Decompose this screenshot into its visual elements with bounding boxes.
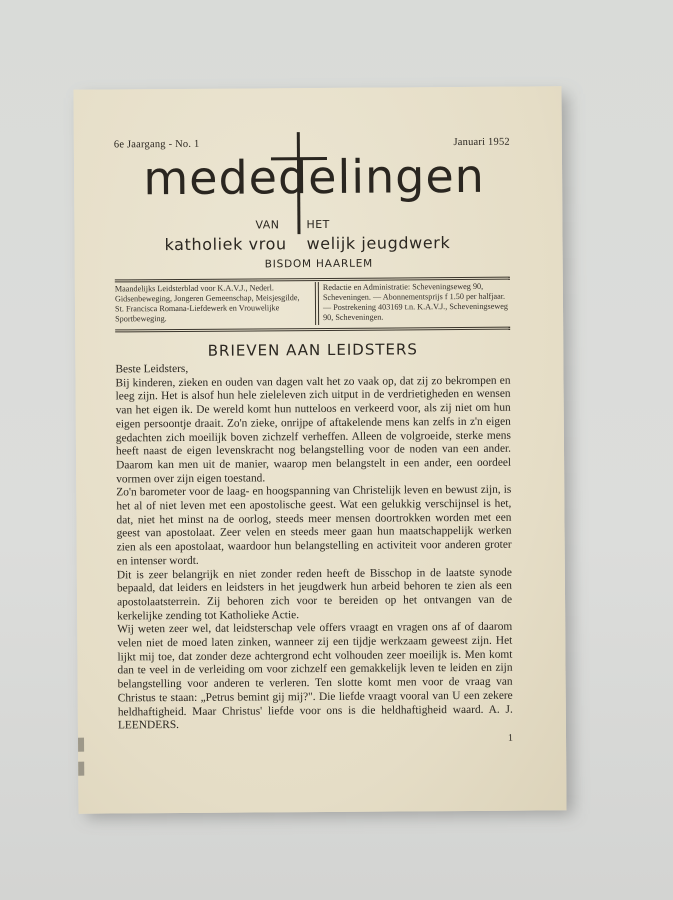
masthead-title: mededelingen bbox=[143, 148, 486, 206]
diocese-label: BISDOM HAARLEM bbox=[264, 257, 374, 271]
article-title: BRIEVEN AAN LEIDSTERS bbox=[207, 340, 418, 360]
publication-description: Maandelijks Leidsterblad voor K.A.V.J., Nederl. Gidsenbeweging, Jongeren Gemeenschap, Meisjesgilde, St. Francisca Romana-Liefdewerk en Vrouwelijke Sportbeweging. bbox=[114, 283, 300, 324]
paragraph: Zo'n barometer voor de laag- en hoogspanning van Christelijk leven en bewust zijn, is het al of niet leven met een apostolische geest. Wat een gelukkig verschijnsel is het, dat, niet het minst na de oorlog, steeds meer mensen doortrokken worden met een geest van apostolaat. Zeer velen en steeds meer gaan hun maatschappelijk werken zien als een apostolaat, waardoor hun belangstelling en activiteit voor anderen groter en intenser wordt. bbox=[116, 483, 512, 568]
editorial-address: Redactie en Administratie: Scheveningseweg 90, Scheveningen. — Abonnementsprijs f 1.50 per halfjaar. — Postrekening 403169 t.n. K.A.V.J., Scheveningseweg 90, Scheveningen. bbox=[322, 281, 509, 322]
greeting: Beste Leidsters, bbox=[115, 362, 189, 376]
column-separator bbox=[318, 282, 319, 325]
paragraph: Bij kinderen, zieken en ouden van dagen valt het zo vaak op, dat zij zo bekrompen en leeg zijn. Het is alsof hun hele zieleleven zich uitput in de verdrietigheden en wensen van het eigen ik. De wereld komt hun nutteloos en verkeerd voor, als zij niet om hun eigen persoontje draait. Zo'n zieke, onrijpe of aftakelende mens kan zelfs in z'n eigen gedachten zich moeilijk boven zichzelf verheffen. Alleen de volgroeide, sterke mens heeft naast de eigen levenskracht nog belangstelling voor de noden van een ander. Daarom kan men uit de manier, waarop men belangstelt in een ander, een oordeel vormen over zijn eigen toestand. bbox=[115, 374, 512, 486]
paragraph: Wij weten zeer wel, dat leidsterschap vele offers vraagt en vragen ons af of daarom velen niet de moed laten zinken, wanneer zij een tijdje werkzaam geweest zijn. Het lijkt mij toe, dat zonder deze achtergrond echt volhouden zeer moeilijk is. Men komt dan te veel in de verleiding om voor zichzelf een gemakkelijk leven te leiden en zijn belangstelling voor anderen te verleren. Ten slotte komt men voor de vraag van Christus te staan: „Petrus bemint gij mij?". Die liefde vraagt vooral van U een zekere heldhaftigheid. Maar Christus' liefde voor ons is die heldhaftigheid waard. A. J. LEENDERS. bbox=[117, 621, 513, 732]
subtitle-van: VAN bbox=[255, 218, 280, 232]
organisation-name-right: welijk jeugdwerk bbox=[306, 233, 451, 254]
subtitle-het: HET bbox=[306, 217, 330, 232]
article-body bbox=[115, 361, 513, 734]
page-number: 1 bbox=[507, 732, 514, 744]
issue-date: Januari 1952 bbox=[453, 136, 510, 149]
newsletter-page bbox=[73, 86, 566, 813]
organisation-name-left: katholiek vrou bbox=[164, 234, 287, 255]
issue-number: 6e Jaargang - No. 1 bbox=[113, 138, 200, 151]
tape-mark bbox=[78, 738, 84, 752]
paragraph: Dit is zeer belangrijk en niet zonder reden heeft de Bisschop in de laatste synode bepaald, dat leiders en leidsters in het jeugdwerk hun arbeid behoren te zien als een apostolaatsterrein. Zij behoren zich voor te bereiden op het ontvangen van de kerkelijke zending tot Katholieke Actie. bbox=[116, 566, 513, 623]
column-separator bbox=[315, 282, 316, 325]
tape-mark bbox=[78, 762, 84, 776]
